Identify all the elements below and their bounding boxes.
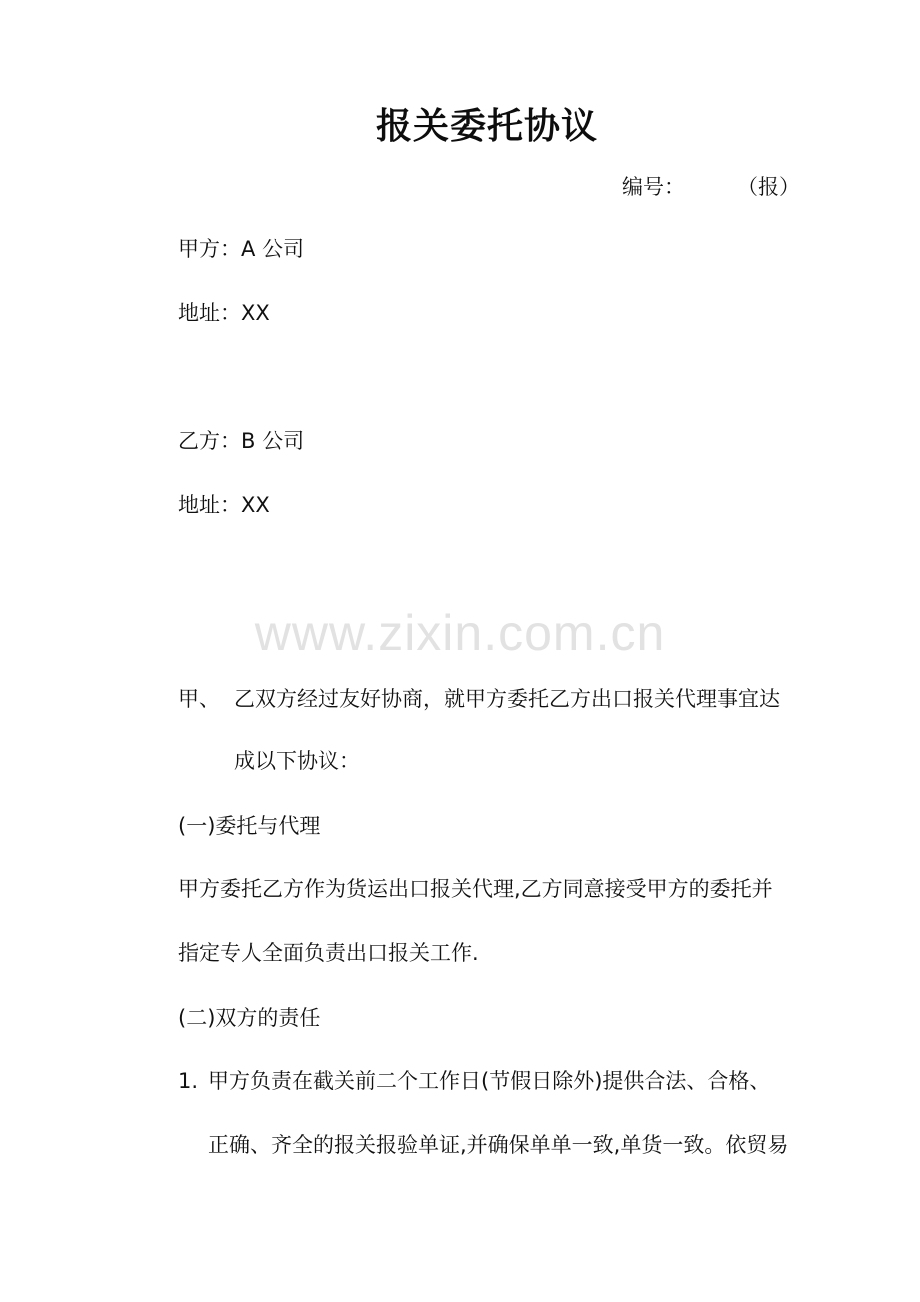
item-1-line-1: 甲方负责在截关前二个工作日(节假日除外)提供合法、合格、 xyxy=(208,1069,771,1093)
section-2-heading: (二)双方的责任 xyxy=(178,1006,321,1030)
section-1-heading: (一)委托与代理 xyxy=(178,814,321,838)
party-b-address: 地址：XX xyxy=(178,493,270,517)
party-b-name: 乙方：B 公司 xyxy=(178,429,305,453)
watermark: www.zixin.com.cn xyxy=(254,605,666,661)
document-title: 报关委托协议 xyxy=(375,106,598,147)
intro-line-2: 成以下协议： xyxy=(234,749,360,773)
party-a-name: 甲方：A 公司 xyxy=(178,237,305,261)
party-a-address: 地址：XX xyxy=(178,301,270,325)
serial-label: 编号： xyxy=(622,175,685,199)
intro-line-1: 乙双方经过友好协商，就甲方委托乙方出口报关代理事宜达 xyxy=(234,687,780,711)
section-1-line-2: 指定专人全面负责出口报关工作. xyxy=(178,941,479,965)
intro-label: 甲、 xyxy=(178,687,220,711)
item-1-number: 1. xyxy=(178,1069,199,1093)
serial-suffix: （报） xyxy=(737,175,800,199)
serial-number-line xyxy=(622,172,800,202)
section-1-line-1: 甲方委托乙方作为货运出口报关代理,乙方同意接受甲方的委托并 xyxy=(178,877,773,901)
item-1-line-2: 正确、齐全的报关报验单证,并确保单单一致,单货一致。依贸易 xyxy=(208,1133,789,1157)
